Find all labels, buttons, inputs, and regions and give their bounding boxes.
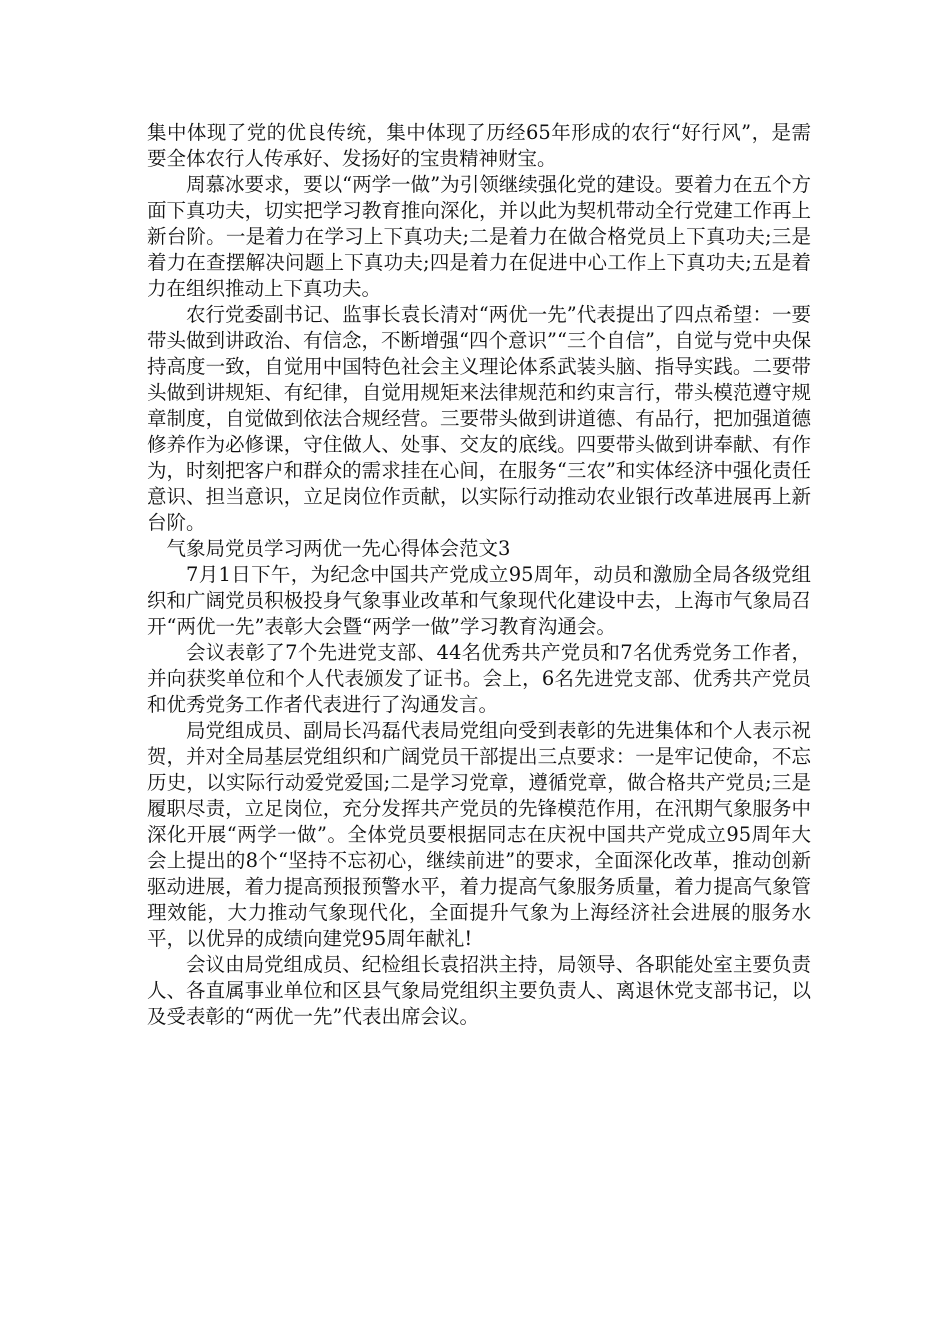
paragraph-meeting-intro: 7月1日下午，为纪念中国共产党成立95周年，动员和激励全局各级党组织和广阔党员积极投身气象事业改革和气象现代化建设中去，上海市气象局召开“两优一先”表彰大会暨“两学一做”学习教育沟通会。 [147, 563, 811, 638]
paragraph-commendations: 会议表彰了7个先进党支部、44名优秀共产党员和7名优秀党务工作者，并向获奖单位和个人代表颁发了证书。会上，6名先进党支部、优秀共产党员和优秀党务工作者代表进行了沟通发言。 [147, 641, 811, 716]
paragraph-feng-requirements: 局党组成员、副局长冯磊代表局党组向受到表彰的先进集体和个人表示祝贺，并对全局基层党组织和广阔党员干部提出三点要求：一是牢记使命，不忘历史，以实际行动爱党爱国;二是学习党章，遵循党章，做合格共产党员;三是履职尽责，立足岗位，充分发挥共产党员的先锋模范作用，在汛期气象服务中深化开展“两学一做”。全体党员要根据同志在庆祝中国共产党成立95周年大会上提出的8个“坚持不忘初心，继续前进”的要求，全面深化改革，推动创新驱动进展，着力提高预报预警水平，着力提高气象服务质量，着力提高气象管理效能，大力推动气象现代化，全面提升气象为上海经济社会进展的服务水平，以优异的成绩向建党95周年献礼! [147, 719, 811, 950]
paragraph-zhou-requirements: 周慕冰要求，要以“两学一做”为引领继续强化党的建设。要着力在五个方面下真功夫，切实把学习教育推向深化，并以此为契机带动全行党建工作再上新台阶。一是着力在学习上下真功夫;二是着力在做合格党员上下真功夫;三是着力在查摆解决问题上下真功夫;四是着力在促进中心工作上下真功夫;五是着力在组织推动上下真功夫。 [147, 173, 811, 300]
paragraph-continuation: 集中体现了党的优良传统，集中体现了历经65年形成的农行“好行风”，是需要全体农行人传承好、发扬好的宝贵精神财宝。 [147, 121, 811, 170]
paragraph-yuan-hopes: 农行党委副书记、监事长袁长清对“两优一先”代表提出了四点希望：一要带头做到讲政治、有信念，不断增强“四个意识”“三个自信”，自觉与党中央保持高度一致，自觉用中国特色社会主义理论体系武装头脑、指导实践。二要带头做到讲规矩、有纪律，自觉用规矩来法律规范和约束言行，带头模范遵守规章制度，自觉做到依法合规经营。三要带头做到讲道德、有品行，把加强道德修养作为必修课，守住做人、处事、交友的底线。四要带头做到讲奉献、有作为，时刻把客户和群众的需求挂在心间，在服务“三农”和实体经济中强化责任意识、担当意识，立足岗位作贡献，以实际行动推动农业银行改革进展再上新台阶。 [147, 303, 811, 534]
paragraph-meeting-host: 会议由局党组成员、纪检组长袁招洪主持，局领导、各职能处室主要负责人、各直属事业单位和区县气象局党组织主要负责人、离退休党支部书记，以及受表彰的“两优一先”代表出席会议。 [147, 953, 811, 1028]
document-body [147, 120, 811, 1030]
section-heading: 气象局党员学习两优一先心得体会范文3 [166, 537, 511, 560]
